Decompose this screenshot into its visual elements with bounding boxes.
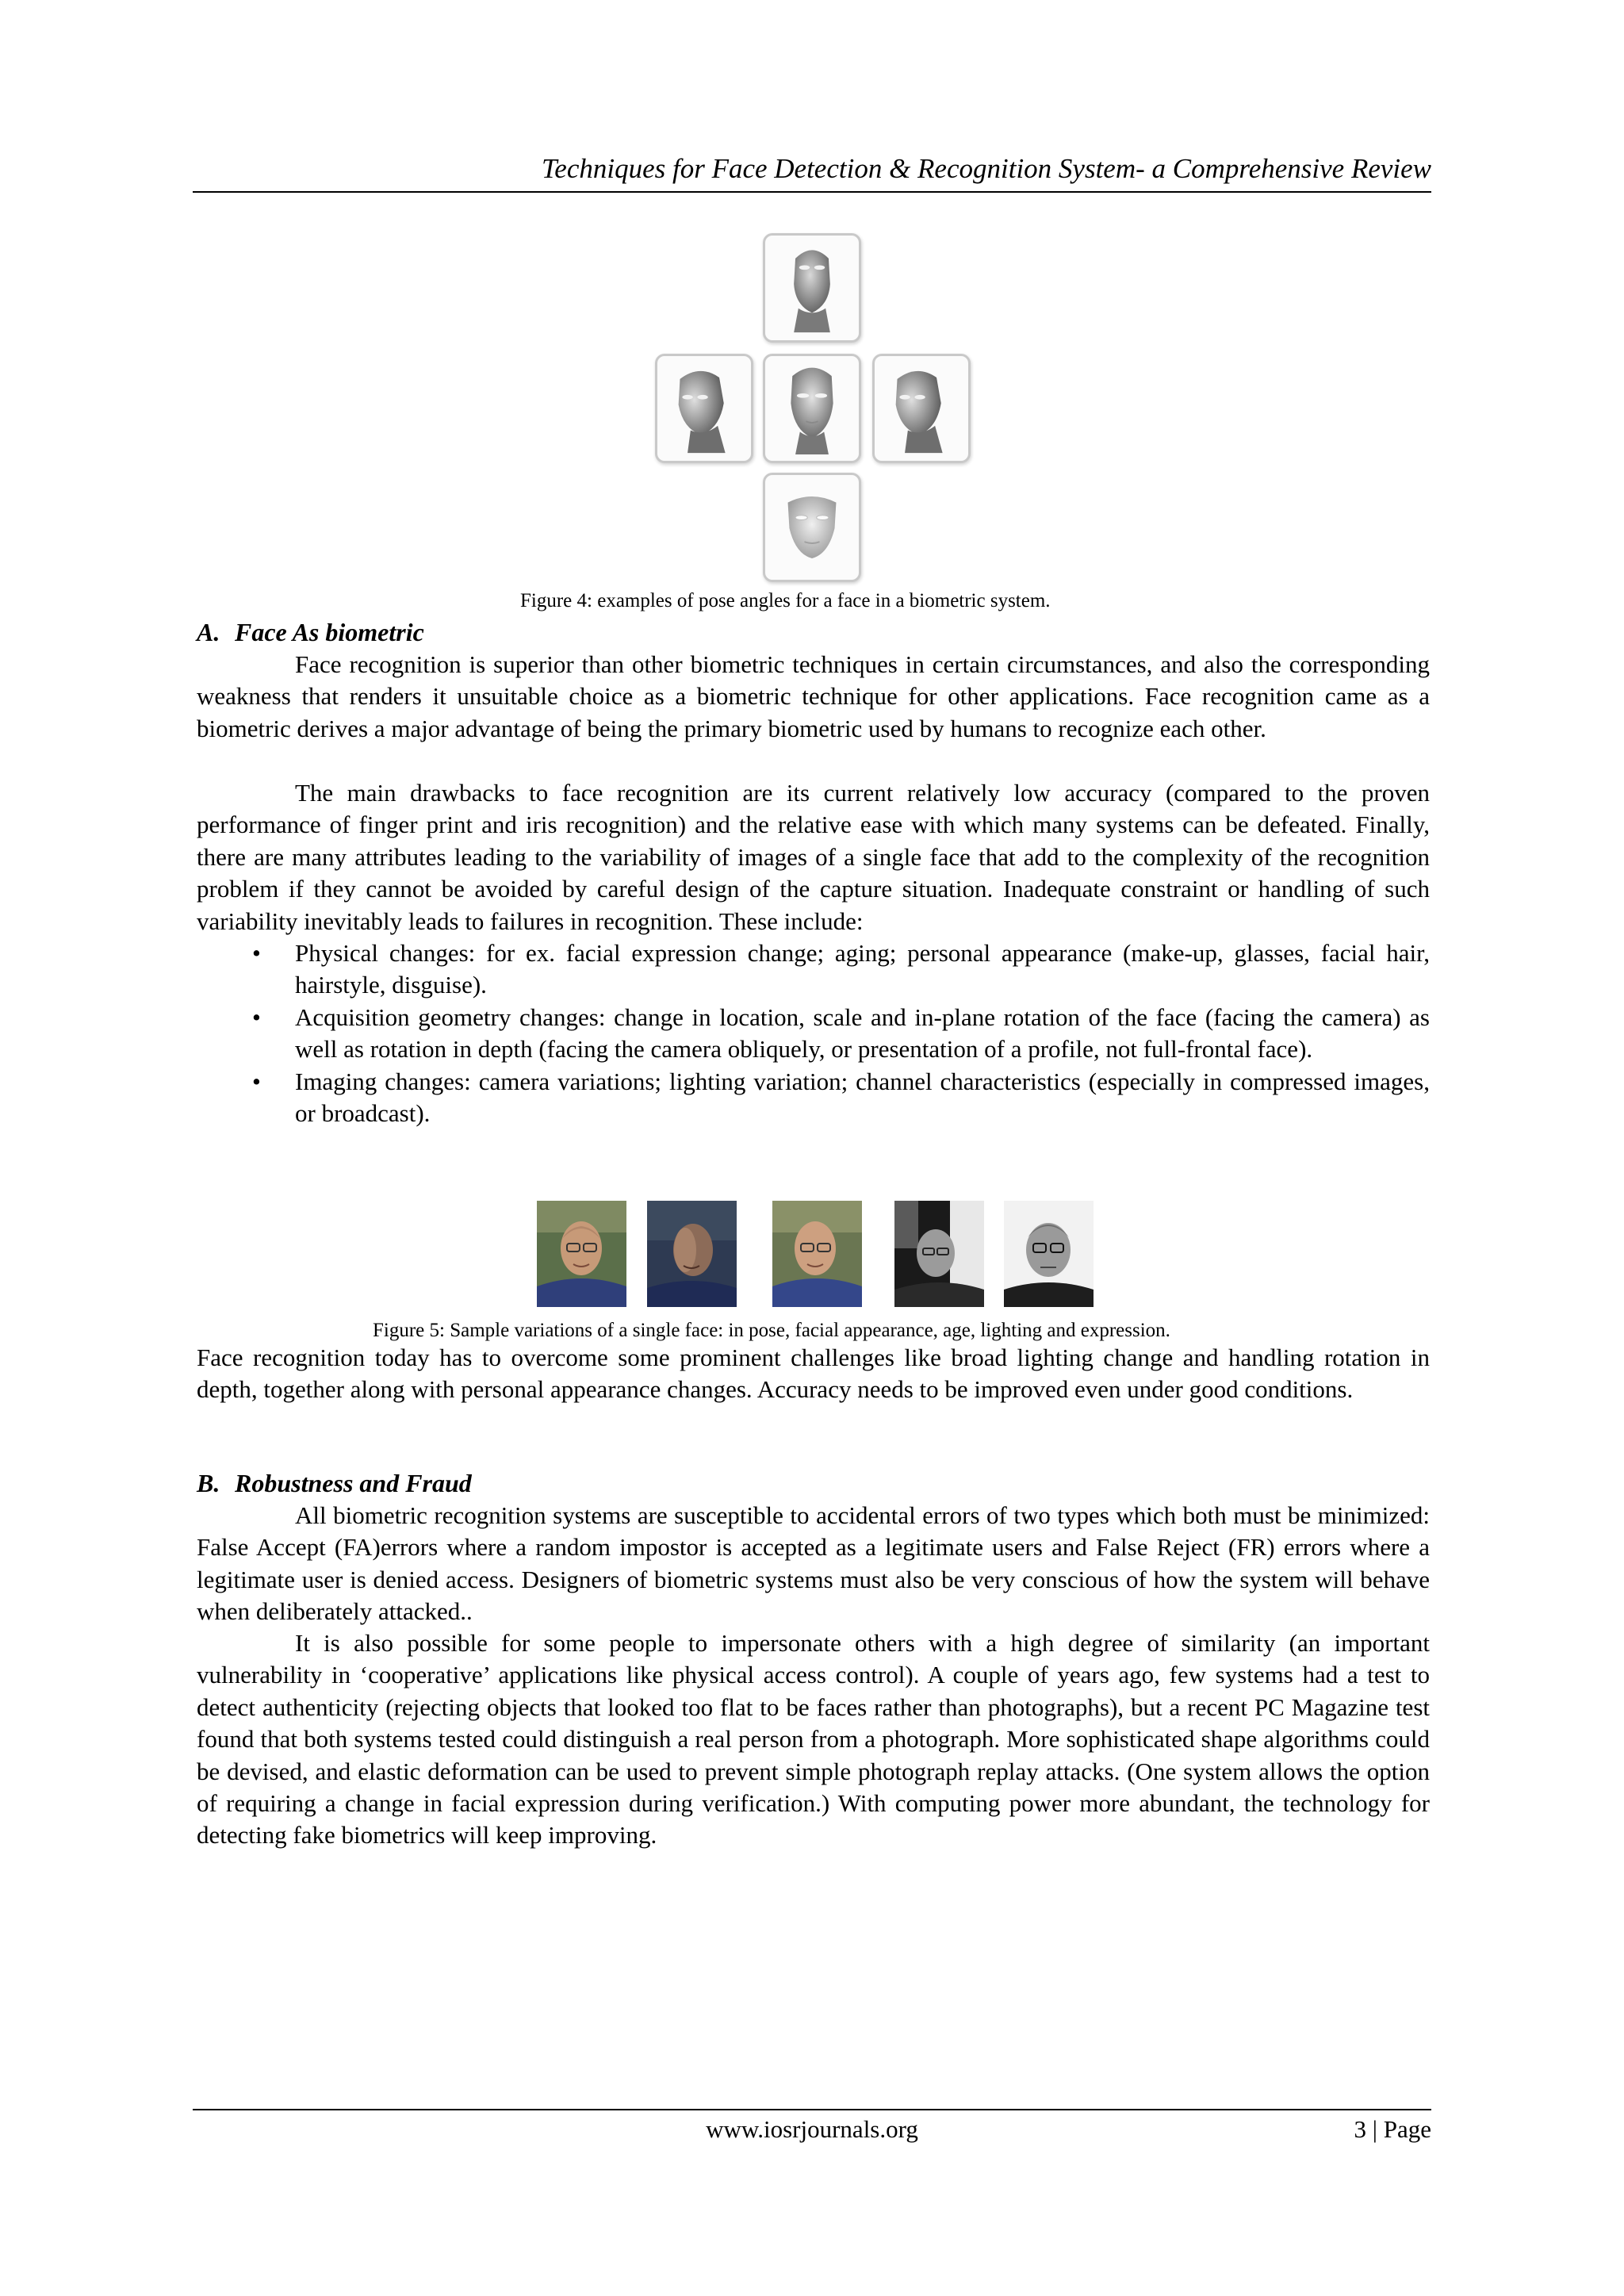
face-photo-2 [647,1201,737,1307]
pose-tile-right [872,354,971,463]
footer-url: www.iosrjournals.org [706,2115,918,2143]
section-a-number: A. [197,618,220,646]
face-photo-4 [894,1201,984,1307]
section-b-title: Robustness and Fraud [235,1469,472,1497]
list-item [197,937,1430,1002]
section-b-paragraph-2: It is also possible for some people to impersonate others with a high degree of similarity (an important vulnerability in ‘cooperative’ applications like physical access control). A couple of years ago, few systems had a test to detect authenticity (rejecting objects that looked too flat to be faces rather than photographs), but a recent PC Magazine test found that both systems tested could distinguish a real person from a photograph. More sophisticated shape algorithms could be devised, and elastic deformation can be used to prevent simple photograph replay attacks. (One system allows the option of requiring a change in facial expression during verification.) With computing power more abundant, the technology for detecting fake biometrics will keep improving. [197,1629,1430,1849]
figure-4-caption: Figure 4: examples of pose angles for a face in a biometric system. [520,590,1051,611]
list-item [197,1066,1430,1130]
list-item [197,1002,1430,1066]
bullet-text: Physical changes: for ex. facial expression change; aging; personal appearance (make-up, glasses, facial hair, hairstyle, disguise). [295,939,1430,999]
section-a-heading [197,616,424,648]
bullet-text: Acquisition geometry changes: change in location, scale and in-plane rotation of the face (facing the camera) as well as rotation in depth (facing the camera obliquely, or presentation of a profile, not full-frontal face). [295,1002,1430,1064]
section-b-number: B. [197,1469,220,1497]
bullet-icon: • [252,1002,261,1031]
post-figure-paragraph: Face recognition today has to overcome some prominent challenges like broad lighting change and handling rotation in depth, together along with personal appearance changes. Accuracy needs to be improved even under good conditions. [197,1343,1430,1404]
face-photo-3 [772,1201,862,1307]
bullet-icon: • [252,939,261,967]
pose-tile-down [763,473,861,582]
section-a-title: Face As biometric [235,618,424,646]
pose-tile-up [763,233,861,343]
face-photo-1 [537,1201,626,1307]
bullet-text: Imaging changes: camera variations; lighting variation; channel characteristics (especially in compressed images, or broadcast). [295,1067,1430,1128]
footer-page-number: 3 | Page [1354,2115,1431,2143]
bullet-icon: • [252,1067,261,1095]
section-b-heading [197,1467,472,1499]
section-b-paragraph-1: All biometric recognition systems are susceptible to accidental errors of two types which both must be minimized: False Accept (FA)errors where a random impostor is accepted as a legitimate users and False Reject (FR) errors where a legitimate user is denied access. Designers of biometric systems must also be very conscious of how the system will behave when deliberately attacked.. [197,1501,1430,1626]
pose-tile-frontal [763,354,861,463]
footer-rule [193,2109,1431,2110]
pose-tile-left [655,354,753,463]
header-rule [193,191,1431,193]
section-a-bullet-list [197,937,1430,1129]
figure-5-caption: Figure 5: Sample variations of a single face: in pose, facial appearance, age, lighting and expression. [373,1320,1170,1341]
section-a-paragraph-2: The main drawbacks to face recognition are its current relatively low accuracy (compared to the proven performance of finger print and iris recognition) and the relative ease with which many systems can be defeated. Finally, there are many attributes leading to the variability of images of a single face that add to the complexity of the recognition problem if they cannot be avoided by careful design of the capture situation. Inadequate constraint or handling of such variability inevitably leads to failures in recognition. These include: [197,779,1430,935]
running-header: Techniques for Face Detection & Recognition System- a Comprehensive Review [542,153,1431,184]
face-photo-5 [1004,1201,1094,1307]
section-a-paragraph-1: Face recognition is superior than other biometric techniques in certain circumstances, and also the corresponding weakness that renders it unsuitable choice as a biometric technique for other applications. Face recognition came as a biometric derives a major advantage of being the primary biometric used by humans to recognize each other. [197,650,1430,742]
